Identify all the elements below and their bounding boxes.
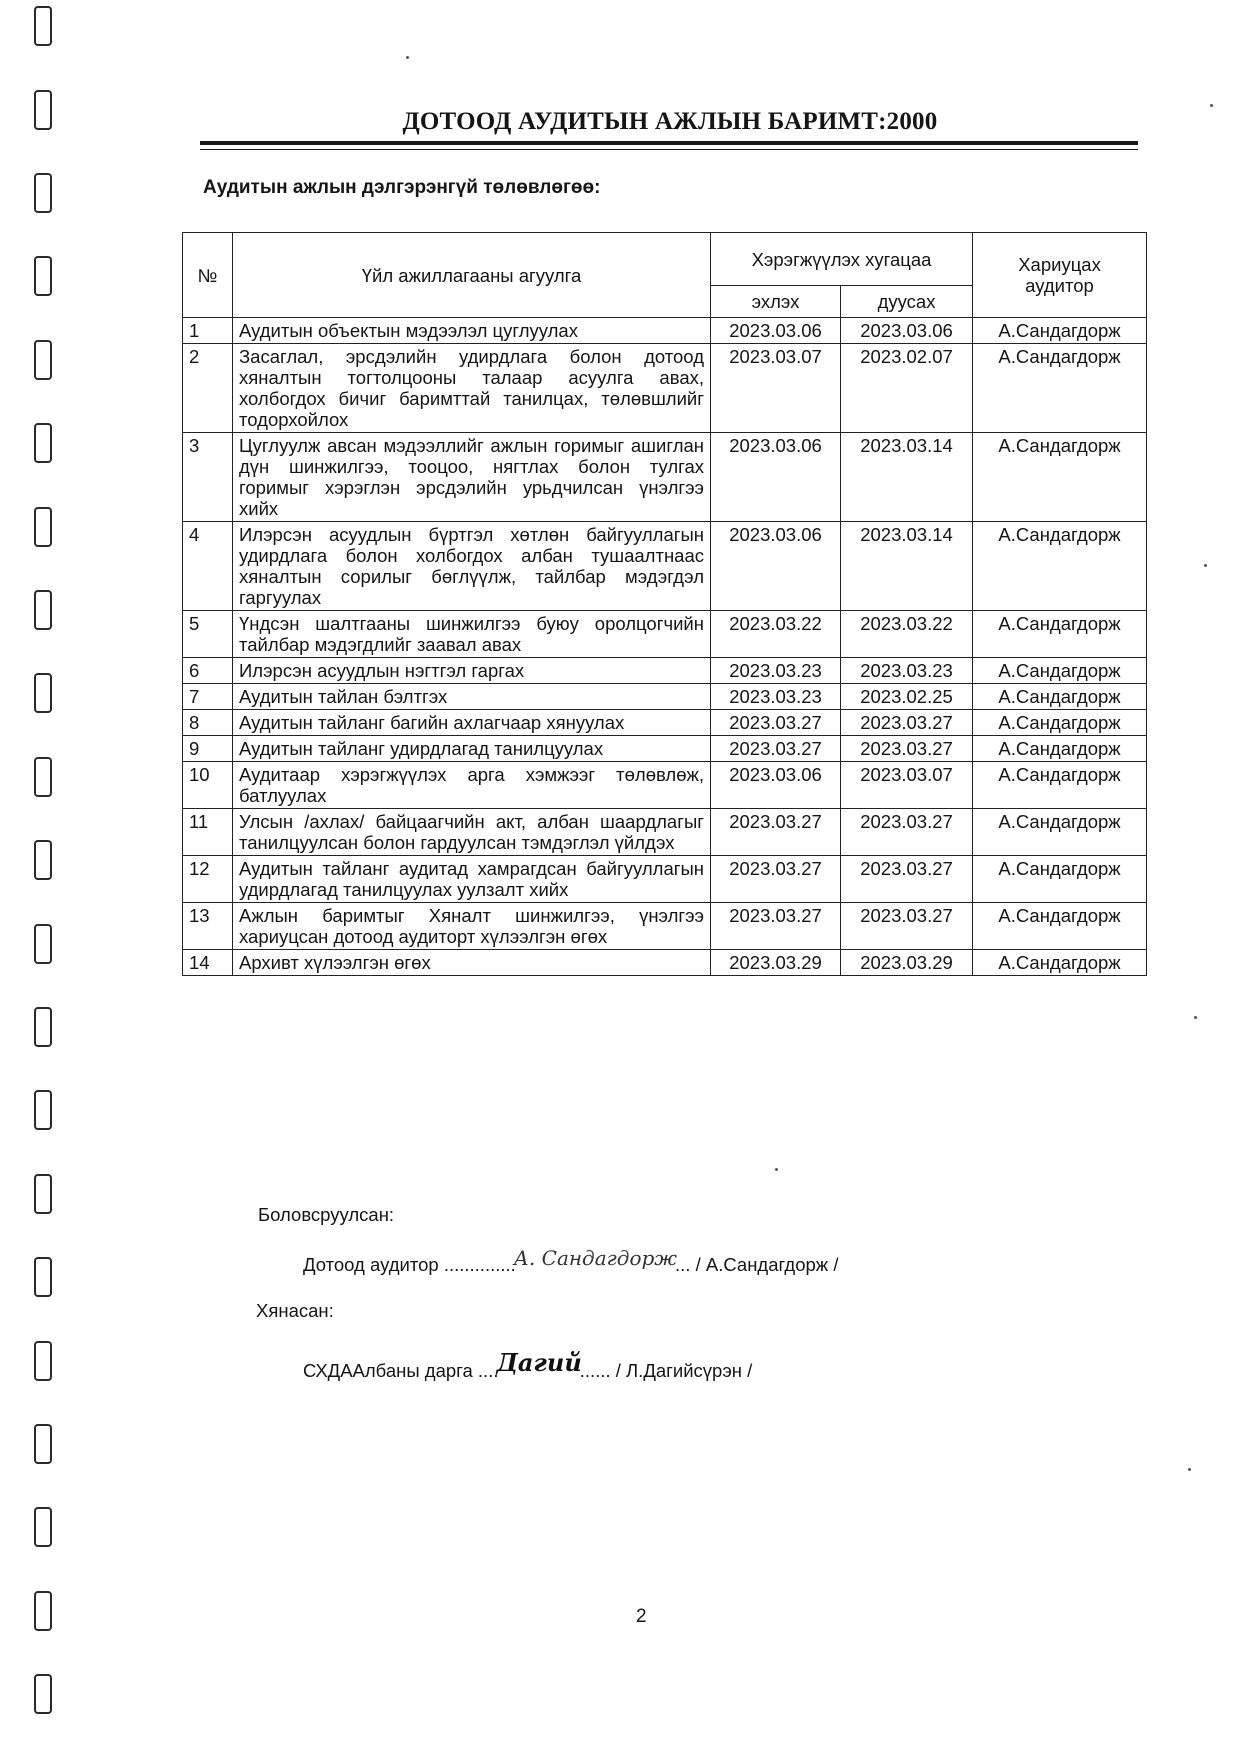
header-number: № [183, 233, 233, 318]
row-start-date: 2023.03.27 [711, 710, 841, 736]
row-auditor: А.Сандагдорж [973, 522, 1147, 611]
table-row [183, 344, 1147, 433]
title-rule-thin [200, 149, 1138, 150]
binder-hole [34, 1424, 52, 1464]
row-start-date: 2023.03.22 [711, 611, 841, 658]
row-auditor: А.Сандагдорж [973, 950, 1147, 976]
header-deadline: Хэрэгжүүлэх хугацаа [711, 233, 973, 286]
prepared-label: Боловсруулсан: [258, 1204, 395, 1225]
table-row [183, 710, 1147, 736]
scan-speck [1210, 104, 1213, 107]
binder-hole [34, 840, 52, 880]
row-auditor: А.Сандагдорж [973, 318, 1147, 344]
row-number: 7 [183, 684, 233, 710]
row-start-date: 2023.03.06 [711, 318, 841, 344]
binder-hole [34, 590, 52, 630]
row-end-date: 2023.03.27 [841, 736, 973, 762]
row-start-date: 2023.03.06 [711, 522, 841, 611]
table-row [183, 684, 1147, 710]
row-start-date: 2023.03.27 [711, 809, 841, 856]
row-number: 9 [183, 736, 233, 762]
audit-plan-table [182, 232, 1147, 976]
row-auditor: А.Сандагдорж [973, 611, 1147, 658]
row-auditor: А.Сандагдорж [973, 809, 1147, 856]
row-number: 2 [183, 344, 233, 433]
binder-hole [34, 1090, 52, 1130]
row-number: 3 [183, 433, 233, 522]
row-end-date: 2023.03.27 [841, 856, 973, 903]
scan-speck [1204, 564, 1207, 567]
table-row [183, 809, 1147, 856]
scan-speck [406, 56, 409, 59]
row-number: 4 [183, 522, 233, 611]
binder-hole [34, 6, 52, 46]
row-number: 14 [183, 950, 233, 976]
row-activity: Аудитын тайланг удирдлагад танилцуулах [233, 736, 711, 762]
binder-hole [34, 924, 52, 964]
reviewed-dots: .... [477, 1360, 499, 1381]
table-row [183, 433, 1147, 522]
row-end-date: 2023.02.07 [841, 344, 973, 433]
row-activity: Аудитаар хэрэгжүүлэх арга хэмжээг төлөвлөж, батлуулах [233, 762, 711, 809]
row-end-date: 2023.03.29 [841, 950, 973, 976]
row-auditor: А.Сандагдорж [973, 736, 1147, 762]
table-row [183, 762, 1147, 809]
row-start-date: 2023.03.23 [711, 684, 841, 710]
reviewed-name: / Л.Дагийсүрэн / [615, 1360, 753, 1381]
binder-hole [34, 173, 52, 213]
row-number: 8 [183, 710, 233, 736]
table-row [183, 856, 1147, 903]
row-auditor: А.Сандагдорж [973, 903, 1147, 950]
row-start-date: 2023.03.23 [711, 658, 841, 684]
prepared-dots: .............. [443, 1254, 516, 1275]
row-end-date: 2023.03.06 [841, 318, 973, 344]
row-number: 13 [183, 903, 233, 950]
row-end-date: 2023.03.27 [841, 809, 973, 856]
header-start: эхлэх [711, 286, 841, 318]
row-end-date: 2023.03.23 [841, 658, 973, 684]
page-number: 2 [636, 1606, 647, 1627]
binder-hole [34, 1507, 52, 1547]
row-activity: Аудитын тайланг багийн ахлагчаар хянуулах [233, 710, 711, 736]
row-end-date: 2023.03.27 [841, 903, 973, 950]
prepared-role: Дотоод аудитор [303, 1254, 439, 1275]
scan-speck [1188, 1468, 1191, 1471]
binder-hole [34, 90, 52, 130]
row-auditor: А.Сандагдорж [973, 658, 1147, 684]
table-row [183, 611, 1147, 658]
row-auditor: А.Сандагдорж [973, 684, 1147, 710]
scan-speck [775, 1168, 778, 1171]
header-auditor: Хариуцах аудитор [973, 233, 1147, 318]
binder-hole [34, 757, 52, 797]
row-auditor: А.Сандагдорж [973, 856, 1147, 903]
row-end-date: 2023.03.27 [841, 710, 973, 736]
row-number: 1 [183, 318, 233, 344]
row-activity: Илэрсэн асуудлын бүртгэл хөтлөн байгууллагын удирдлага болон холбогдох албан тушаалтнаас хяналтын сорилыг бөглүүлж, тайлбар мэдэгдэл гаргуулах [233, 522, 711, 611]
scan-speck [1194, 1016, 1197, 1019]
binder-hole [34, 1174, 52, 1214]
binder-hole [34, 1007, 52, 1047]
table-row [183, 736, 1147, 762]
reviewed-label: Хянасан: [256, 1300, 334, 1321]
row-activity: Аудитын тайлан бэлтгэх [233, 684, 711, 710]
row-auditor: А.Сандагдорж [973, 762, 1147, 809]
prepared-line [303, 1246, 839, 1276]
title-rule-thick [200, 141, 1138, 145]
prepared-name: / А.Сандагдорж / [695, 1254, 839, 1275]
table-row [183, 658, 1147, 684]
row-activity: Засаглал, эрсдэлийн удирдлага болон дотоод хяналтын тогтолцооны талаар асуулга авах, холбогдох бичиг баримттай танилцах, төлөвшлийг тодорхойлох [233, 344, 711, 433]
reviewed-dots-after: ...... [579, 1360, 611, 1381]
row-end-date: 2023.02.25 [841, 684, 973, 710]
row-number: 6 [183, 658, 233, 684]
row-activity: Улсын /ахлах/ байцаагчийн акт, албан шаардлагыг танилцуулсан болон гардуулсан тэмдэглэл үйлдэх [233, 809, 711, 856]
table-row [183, 318, 1147, 344]
prepared-dots-after: ... [675, 1254, 691, 1275]
row-number: 5 [183, 611, 233, 658]
row-activity: Аудитын тайланг аудитад хамрагдсан байгууллагын удирдлагад танилцуулах уулзалт хийх [233, 856, 711, 903]
header-activity: Үйл ажиллагааны агуулга [233, 233, 711, 318]
reviewed-signature: Дагий [496, 1348, 582, 1377]
row-auditor: А.Сандагдорж [973, 344, 1147, 433]
row-number: 11 [183, 809, 233, 856]
row-end-date: 2023.03.22 [841, 611, 973, 658]
row-start-date: 2023.03.27 [711, 736, 841, 762]
row-number: 12 [183, 856, 233, 903]
row-start-date: 2023.03.07 [711, 344, 841, 433]
binder-hole [34, 340, 52, 380]
row-start-date: 2023.03.06 [711, 762, 841, 809]
binder-hole [34, 256, 52, 296]
row-activity: Илэрсэн асуудлын нэгтгэл гаргах [233, 658, 711, 684]
row-activity: Үндсэн шалтгааны шинжилгээ буюу оролцогчийн тайлбар мэдэгдлийг заавал авах [233, 611, 711, 658]
row-activity: Архивт хүлээлгэн өгөх [233, 950, 711, 976]
header-end: дуусах [841, 286, 973, 318]
plan-subtitle: Аудитын ажлын дэлгэрэнгүй төлөвлөгөө: [203, 177, 601, 198]
row-activity: Цуглуулж авсан мэдээллийг ажлын горимыг ашиглан дүн шинжилгээ, тооцоо, нягтлах болон тулгах горимыг хэрэглэн эрсдэлийн урьдчилсан үнэлгээ хийх [233, 433, 711, 522]
prepared-signature: А. Сандагдорж [513, 1246, 678, 1270]
row-activity: Аудитын объектын мэдээлэл цуглуулах [233, 318, 711, 344]
table-row [183, 903, 1147, 950]
table-header-row [183, 233, 1147, 286]
row-start-date: 2023.03.29 [711, 950, 841, 976]
row-number: 10 [183, 762, 233, 809]
reviewed-line [303, 1348, 753, 1383]
binder-hole [34, 1674, 52, 1714]
row-start-date: 2023.03.27 [711, 856, 841, 903]
binder-hole [34, 673, 52, 713]
table-row [183, 522, 1147, 611]
table-body [183, 318, 1147, 976]
row-end-date: 2023.03.07 [841, 762, 973, 809]
row-start-date: 2023.03.06 [711, 433, 841, 522]
binder-hole [34, 423, 52, 463]
table-row [183, 950, 1147, 976]
row-activity: Ажлын баримтыг Хяналт шинжилгээ, үнэлгээ хариуцсан дотоод аудиторт хүлээлгэн өгөх [233, 903, 711, 950]
binder-hole [34, 1257, 52, 1297]
document-title: ДОТООД АУДИТЫН АЖЛЫН БАРИМТ:2000 [402, 108, 938, 135]
row-start-date: 2023.03.27 [711, 903, 841, 950]
row-end-date: 2023.03.14 [841, 433, 973, 522]
binder-hole [34, 507, 52, 547]
reviewed-role: СХДААлбаны дарга [303, 1360, 473, 1381]
row-auditor: А.Сандагдорж [973, 433, 1147, 522]
binder-holes [34, 0, 58, 1759]
binder-hole [34, 1341, 52, 1381]
row-end-date: 2023.03.14 [841, 522, 973, 611]
binder-hole [34, 1591, 52, 1631]
row-auditor: А.Сандагдорж [973, 710, 1147, 736]
